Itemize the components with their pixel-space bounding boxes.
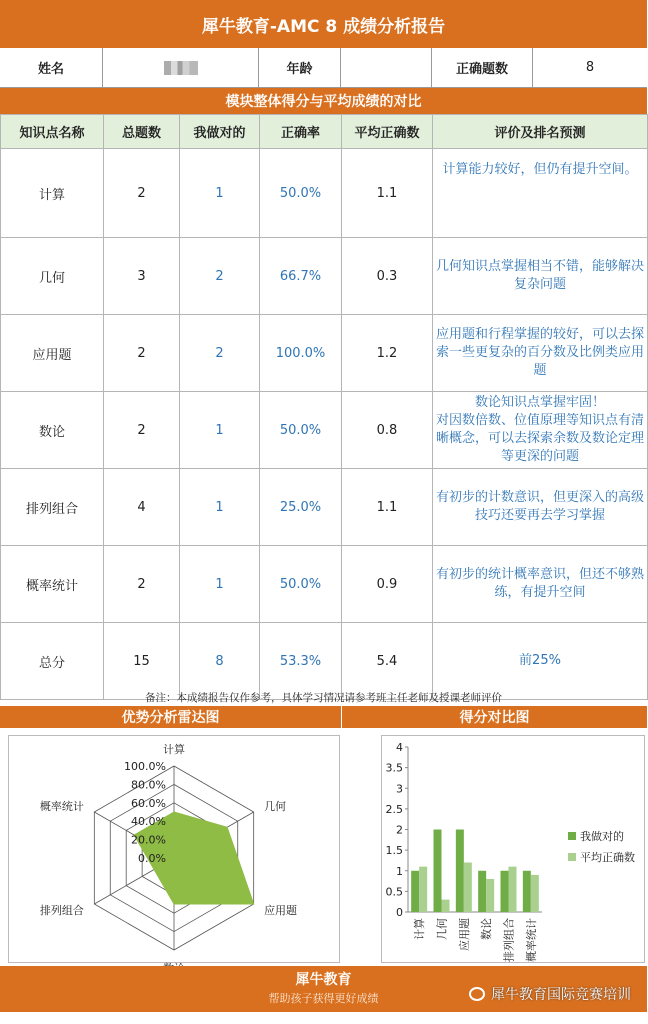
accuracy: 66.7% — [260, 238, 342, 315]
report-title: 犀牛教育-AMC 8 成绩分析报告 — [0, 0, 647, 48]
footer-slogan: 帮助孩子获得更好成绩 — [268, 992, 379, 1005]
bar-mark — [434, 830, 442, 913]
my-correct: 1 — [180, 469, 260, 546]
bar-y-tick-label: 4 — [396, 741, 403, 754]
student-info-row — [0, 48, 647, 88]
bar-mark — [464, 863, 472, 913]
average-correct: 0.8 — [342, 392, 433, 469]
radar-category-label: 几何 — [264, 800, 287, 813]
my-correct: 2 — [180, 238, 260, 315]
bar-category-label: 排列组合 — [502, 918, 516, 962]
col-header: 总题数 — [104, 115, 180, 149]
my-correct: 8 — [180, 623, 260, 700]
watermark — [469, 984, 631, 1004]
comment-detail: 对因数倍数、位值原理等知识点有清晰概念，可以去探索余数及数论定理等更深的问题 — [435, 413, 644, 464]
bar-chart — [382, 736, 644, 962]
radar-category-label: 应用题 — [264, 904, 298, 917]
topic-name: 排列组合 — [1, 469, 104, 546]
comment-headline: 数论知识点掌握牢固！ — [474, 395, 605, 410]
name-value — [103, 48, 259, 87]
total-count: 2 — [104, 315, 180, 392]
age-label: 年龄 — [259, 48, 341, 87]
table-header-row — [1, 115, 648, 149]
table-row — [1, 392, 648, 469]
bar-y-tick-label: 0 — [396, 906, 403, 919]
bar-mark — [456, 830, 464, 913]
bar-mark — [509, 867, 517, 912]
name-label: 姓名 — [0, 48, 103, 87]
bar-mark — [411, 871, 419, 912]
bar-y-tick-label: 1 — [396, 864, 403, 878]
topic-name: 应用题 — [1, 315, 104, 392]
average-correct: 0.3 — [342, 238, 433, 315]
col-header: 知识点名称 — [1, 115, 104, 149]
bar-chart-box — [381, 735, 645, 963]
topic-name: 计算 — [1, 149, 104, 238]
radar-chart-title: 优势分析雷达图 — [0, 706, 342, 728]
table-row — [1, 315, 648, 392]
comment: 应用题和行程掌握的较好，可以去探索一些更复杂的百分数及比例类应用题 — [433, 315, 648, 392]
comment: 几何知识点掌握相当不错，能够解决复杂问题 — [433, 238, 648, 315]
total-count: 2 — [104, 392, 180, 469]
topic-name: 概率统计 — [1, 546, 104, 623]
radar-chart — [9, 736, 339, 962]
total-count: 2 — [104, 149, 180, 238]
topic-name: 数论 — [1, 392, 104, 469]
bar-y-tick-label: 1.5 — [385, 844, 403, 858]
total-count: 3 — [104, 238, 180, 315]
radar-tick-label: 40.0% — [131, 815, 166, 829]
bar-mark — [523, 871, 531, 912]
bar-y-tick-label: 2 — [396, 823, 403, 837]
accuracy: 50.0% — [260, 546, 342, 623]
my-correct: 2 — [180, 315, 260, 392]
redacted-name-icon — [164, 61, 198, 75]
average-correct: 1.2 — [342, 315, 433, 392]
correct-count-label: 正确题数 — [432, 48, 533, 87]
correct-count-value: 8 — [585, 60, 595, 75]
comment: 计算能力较好，但仍有提升空间。 — [433, 149, 648, 238]
bar-y-tick-label: 3.5 — [385, 761, 403, 775]
bar-mark — [478, 871, 486, 912]
col-header: 平均正确数 — [342, 115, 433, 149]
comment — [433, 392, 648, 469]
radar-tick-label: 80.0% — [131, 778, 166, 792]
section-title: 模块整体得分与平均成绩的对比 — [0, 88, 647, 114]
average-correct: 1.1 — [342, 149, 433, 238]
legend-swatch — [568, 853, 576, 861]
radar-category-label: 概率统计 — [39, 800, 84, 813]
table-row — [1, 546, 648, 623]
col-header: 评价及排名预测 — [433, 115, 648, 149]
total-count: 4 — [104, 469, 180, 546]
bar-y-tick-label: 2.5 — [385, 802, 403, 816]
wechat-icon — [469, 987, 485, 1001]
average-correct: 1.1 — [342, 469, 433, 546]
accuracy: 25.0% — [260, 469, 342, 546]
radar-tick-label: 20.0% — [131, 833, 166, 847]
total-count: 2 — [104, 546, 180, 623]
bar-category-label: 计算 — [413, 918, 427, 940]
table-row — [1, 469, 648, 546]
comment: 有初步的统计概率意识，但还不够熟练，有提升空间 — [433, 546, 648, 623]
accuracy: 100.0% — [260, 315, 342, 392]
table-row — [1, 149, 648, 238]
table-row — [1, 238, 648, 315]
accuracy: 50.0% — [260, 149, 342, 238]
my-correct: 1 — [180, 546, 260, 623]
average-correct: 5.4 — [342, 623, 433, 700]
report-note: 备注：本成绩报告仅作参考，具体学习情况请参考班主任老师及授课老师评价 — [145, 692, 502, 704]
score-table — [0, 114, 648, 700]
bar-mark — [531, 875, 539, 912]
topic-name: 总分 — [1, 623, 104, 700]
radar-tick-label: 0.0% — [138, 852, 166, 865]
radar-tick-label: 60.0% — [131, 796, 166, 810]
bar-category-label: 几何 — [435, 918, 449, 940]
bar-category-label: 概率统计 — [524, 918, 538, 962]
footer-brand: 犀牛教育 — [295, 972, 352, 988]
bar-mark — [442, 900, 450, 912]
accuracy: 53.3% — [260, 623, 342, 700]
topic-name: 几何 — [1, 238, 104, 315]
col-header: 我做对的 — [180, 115, 260, 149]
total-count: 15 — [104, 623, 180, 700]
average-correct: 0.9 — [342, 546, 433, 623]
bar-mark — [486, 879, 494, 912]
watermark-text: 犀牛教育国际竞赛培训 — [491, 987, 631, 1003]
radar-tick-label: 100.0% — [124, 760, 166, 773]
my-correct: 1 — [180, 149, 260, 238]
bar-category-label: 应用题 — [457, 918, 471, 951]
bar-mark — [419, 867, 427, 912]
bar-y-tick-label: 3 — [396, 782, 403, 796]
bar-chart-title: 得分对比图 — [342, 706, 647, 728]
comment: 有初步的计数意识，但更深入的高级技巧还要再去学习掌握 — [433, 469, 648, 546]
age-value — [341, 48, 432, 87]
legend-swatch — [568, 832, 576, 840]
rank-prediction: 前25% — [433, 623, 648, 700]
bar-category-label: 数论 — [480, 918, 494, 940]
col-header: 正确率 — [260, 115, 342, 149]
my-correct: 1 — [180, 392, 260, 469]
bar-mark — [501, 871, 509, 912]
radar-category-label: 计算 — [163, 743, 185, 756]
accuracy: 50.0% — [260, 392, 342, 469]
radar-chart-box — [8, 735, 340, 963]
radar-category-label: 排列组合 — [39, 904, 84, 917]
bar-y-tick-label: 0.5 — [385, 885, 403, 899]
table-row-total — [1, 623, 648, 700]
legend-label: 平均正确数 — [580, 851, 635, 864]
legend-label: 我做对的 — [580, 830, 624, 843]
